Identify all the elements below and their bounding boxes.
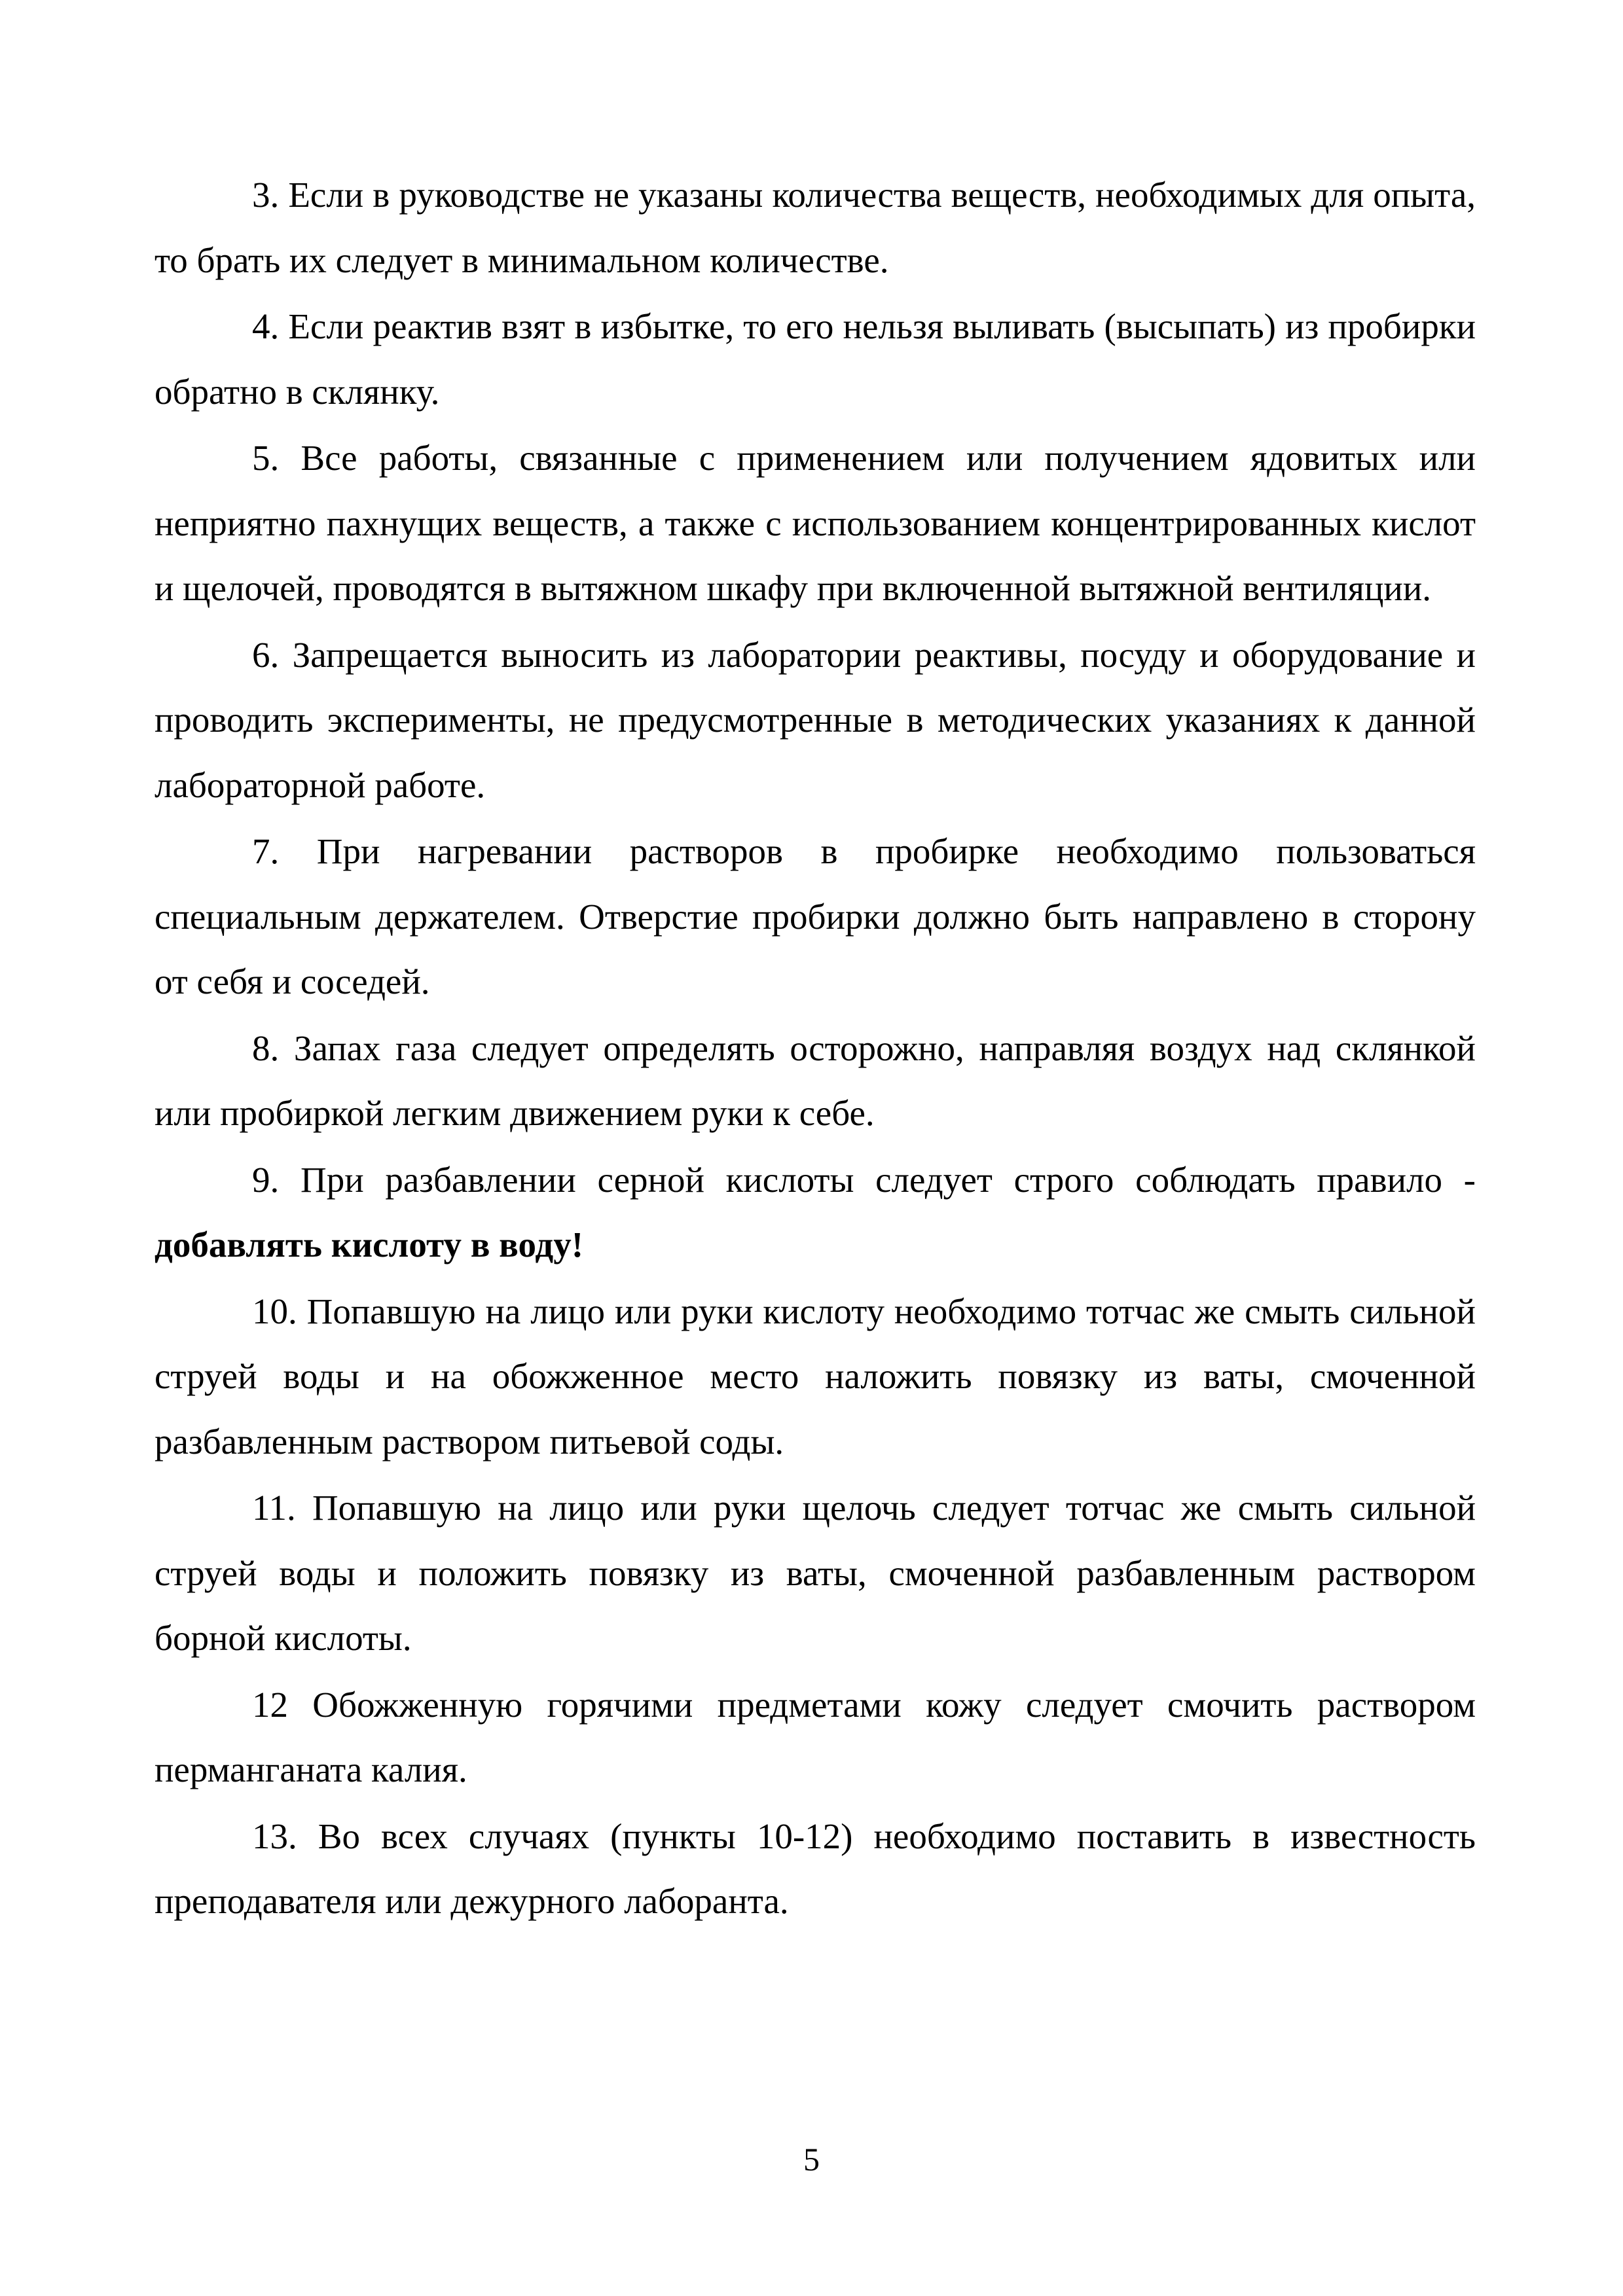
rule-paragraph-8 [155,1016,1476,1146]
rule-paragraph-12 [155,1672,1476,1803]
rule-paragraph-10 [155,1279,1476,1475]
rule-text: 6. Запрещается выносить из лаборатории реактивы, посуду и оборудование и проводить эксперименты, не предусмотренные в методических указаниях к данной лабораторной работе. [155,634,1476,805]
rule-text: 4. Если реактив взят в избытке, то его нельзя выливать (высыпать) из пробирки обратно в склянку. [155,306,1476,412]
rule-text: 5. Все работы, связанные с применением или получением ядовитых или неприятно пахнущих веществ, а также с использованием концентрированных кислот и щелочей, проводятся в вытяжном шкафу при включенной вытяжной вентиляции. [155,438,1476,608]
rule-paragraph-11 [155,1475,1476,1671]
rule-paragraph-9 [155,1147,1476,1278]
rule-paragraph-7 [155,819,1476,1014]
rule-emphasis: добавлять кислоту в воду! [155,1225,584,1265]
rule-paragraph-13 [155,1804,1476,1934]
rule-paragraph-6 [155,622,1476,818]
rule-text: 3. Если в руководстве не указаны количества веществ, необходимых для опыта, то брать их следует в минимальном количестве. [155,175,1476,280]
rule-text: 10. Попавшую на лицо или руки кислоту необходимо тотчас же смыть сильной струей воды и на обожженное место наложить повязку из ваты, смоченной разбавленным раствором питьевой соды. [155,1291,1476,1462]
rule-text: 8. Запах газа следует определять осторожно, направляя воздух над склянкой или пробиркой легким движением руки к себе. [155,1028,1476,1133]
page-number: 5 [803,2141,820,2178]
rule-paragraph-5 [155,425,1476,621]
rules-text-block [155,162,1476,1935]
rule-text: 12 Обожженную горячими предметами кожу следует смочить раствором перманганата калия. [155,1684,1476,1789]
rule-paragraph-4 [155,294,1476,424]
rule-text: 7. При нагревании растворов в пробирке необходимо пользоваться специальным держателем. Отверстие пробирки должно быть направлено в сторону от себя и соседей. [155,831,1476,1001]
rule-text: 11. Попавшую на лицо или руки щелочь следует тотчас же смыть сильной струей воды и положить повязку из ваты, смоченной разбавленным раствором борной кислоты. [155,1488,1476,1658]
rule-paragraph-3 [155,162,1476,293]
rule-text: 9. При разбавлении серной кислоты следует строго соблюдать правило - [252,1159,1476,1200]
rule-text: 13. Во всех случаях (пункты 10-12) необходимо поставить в известность преподавателя или дежурного лаборанта. [155,1816,1476,1921]
